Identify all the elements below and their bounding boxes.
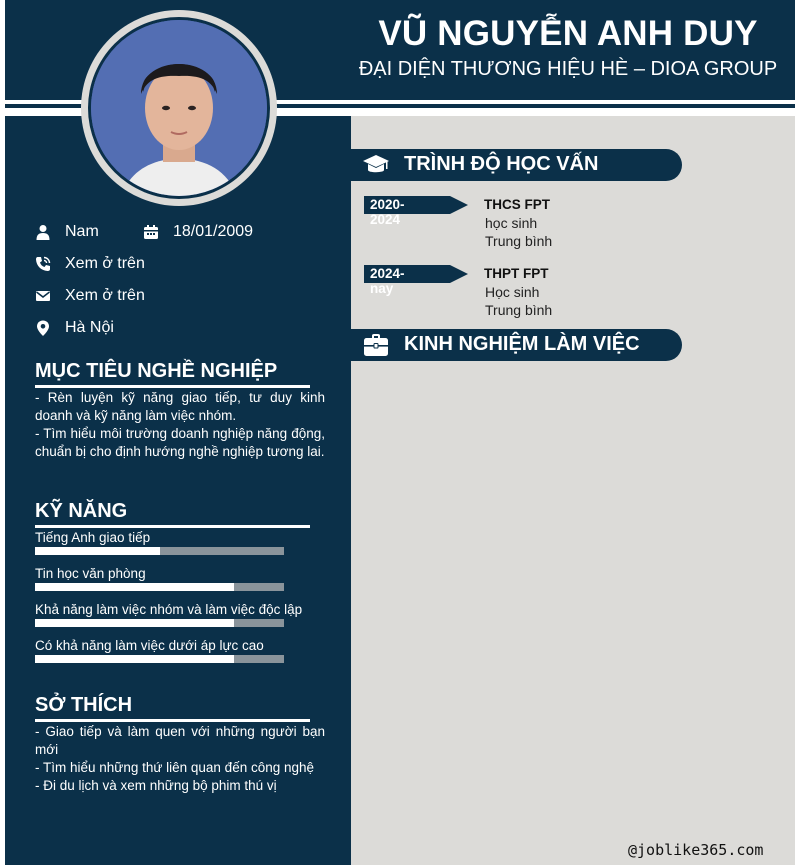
- email-value: Xem ở trên: [65, 287, 145, 304]
- skill-bar: [35, 547, 284, 555]
- edu-years: 2020-2024: [370, 197, 405, 227]
- edu-school: THPT FPT: [484, 266, 549, 281]
- education-header: [351, 149, 682, 181]
- hobby-line: - Đi du lịch và xem những bộ phim thú vị: [35, 778, 277, 793]
- phone-icon: [35, 256, 51, 272]
- skill-bar: [35, 583, 284, 591]
- skill-bar: [35, 619, 284, 627]
- phone-value: Xem ở trên: [65, 255, 145, 272]
- edu-detail: Trung bình: [485, 233, 553, 249]
- hobby-line: - Giao tiếp và làm quen với những người bạn mới: [35, 724, 325, 757]
- address-row: [35, 319, 114, 337]
- main-column-background: [351, 116, 795, 865]
- objective-text: [35, 389, 325, 461]
- gender-row: [35, 223, 99, 241]
- edu-detail: học sinh: [485, 215, 538, 231]
- objective-line: - Rèn luyện kỹ năng giao tiếp, tư duy kinh doanh và kỹ năng làm việc nhóm.: [35, 390, 325, 423]
- skill-label: Khả năng làm việc nhóm và làm việc độc lập: [35, 602, 303, 617]
- edu-detail: Học sinh: [485, 284, 540, 300]
- birthdate-value: 18/01/2009: [173, 223, 254, 240]
- avatar: [91, 20, 267, 196]
- skill-bar-fill: [35, 583, 234, 591]
- map-pin-icon: [35, 320, 51, 336]
- skill-label: Có khả năng làm việc dưới áp lực cao: [35, 638, 264, 653]
- skill-label: Tin học văn phòng: [35, 566, 146, 581]
- watermark: @joblike365.com: [628, 841, 764, 859]
- objective-line: - Tìm hiểu môi trường doanh nghiệp năng động, chuẩn bị cho định hướng nghề nghiệp tương lai.: [35, 426, 325, 459]
- graduation-cap-icon: [363, 153, 389, 177]
- edu-school: THCS FPT: [484, 197, 550, 212]
- birthdate-row: [143, 223, 253, 241]
- skills-rule: [35, 525, 310, 528]
- edu-detail: Trung bình: [485, 302, 553, 318]
- objective-rule: [35, 385, 310, 388]
- skill-bar: [35, 655, 284, 663]
- experience-title: KINH NGHIỆM LÀM VIỆC: [404, 333, 640, 355]
- candidate-role: ĐẠI DIỆN THƯƠNG HIỆU HÈ – DIOA GROUP: [358, 58, 778, 80]
- skill-bar-fill: [35, 619, 234, 627]
- envelope-icon: [35, 288, 51, 304]
- skills-title: KỸ NĂNG: [35, 500, 128, 522]
- hobbies-text: [35, 723, 325, 795]
- edu-years: 2024-nay: [370, 266, 405, 296]
- hobby-line: - Tìm hiểu những thứ liên quan đến công nghệ: [35, 760, 315, 775]
- objective-title: MỤC TIÊU NGHỀ NGHIỆP: [35, 360, 278, 382]
- candidate-name: VŨ NGUYỄN ANH DUY: [378, 14, 758, 53]
- briefcase-icon: [363, 333, 389, 357]
- hobbies-rule: [35, 719, 310, 722]
- experience-header: [351, 329, 682, 361]
- user-icon: [35, 224, 51, 240]
- phone-row: [35, 255, 145, 273]
- hobbies-title: SỞ THÍCH: [35, 694, 133, 716]
- calendar-icon: [143, 224, 159, 240]
- skill-label: Tiếng Anh giao tiếp: [35, 530, 151, 545]
- gender-value: Nam: [65, 223, 99, 240]
- email-row: [35, 287, 145, 305]
- skill-bar-fill: [35, 547, 160, 555]
- skill-bar-fill: [35, 655, 234, 663]
- address-value: Hà Nội: [65, 319, 114, 336]
- education-title: TRÌNH ĐỘ HỌC VẤN: [404, 153, 599, 175]
